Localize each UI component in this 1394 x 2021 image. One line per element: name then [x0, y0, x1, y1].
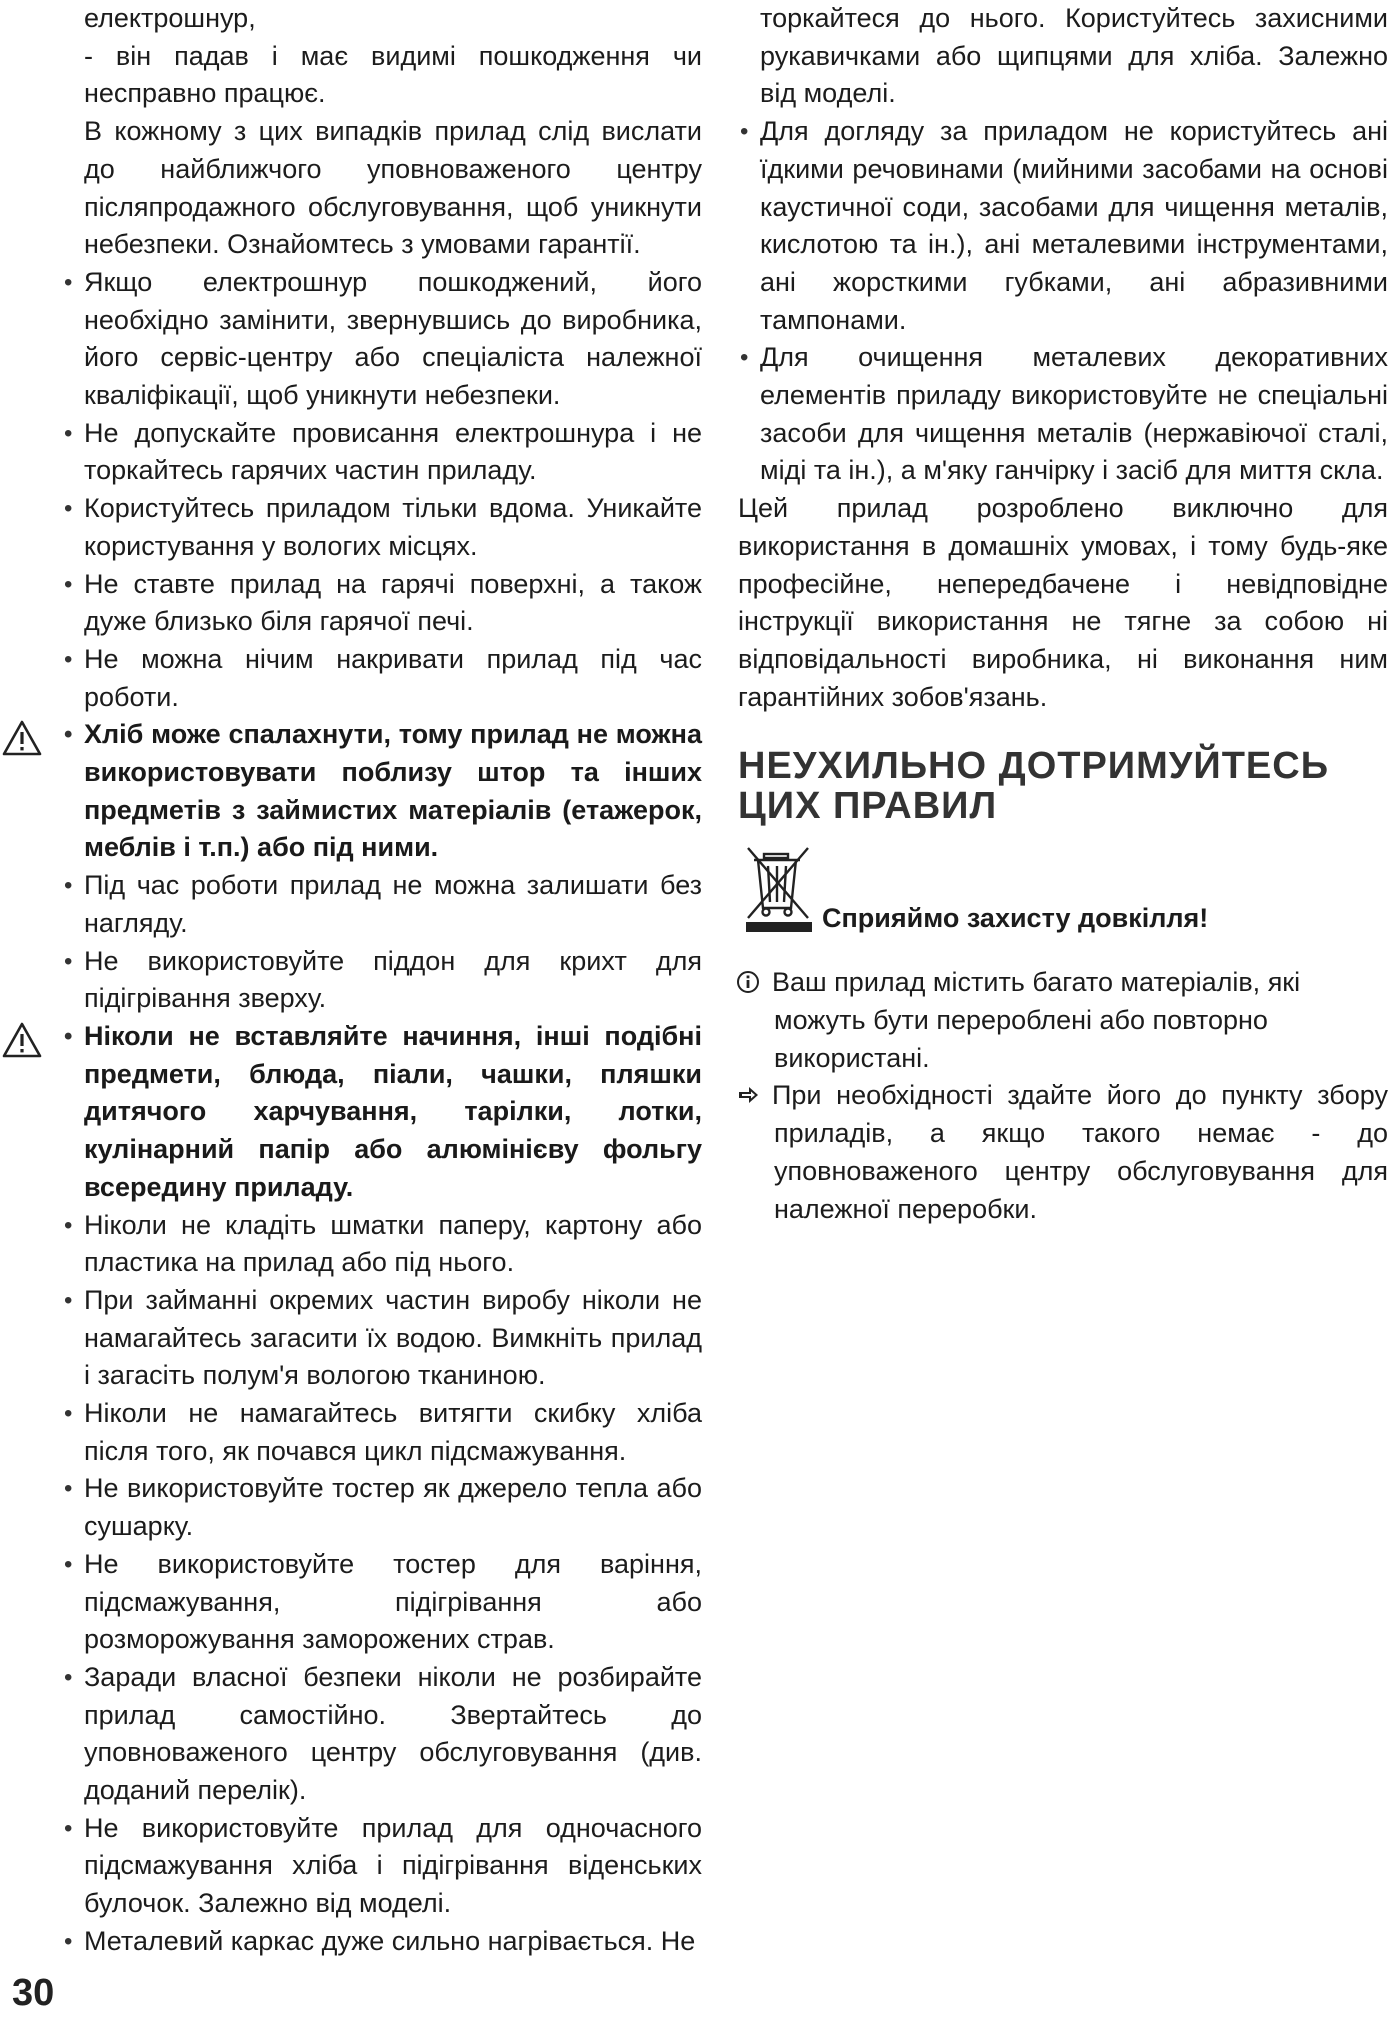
section-heading: НЕУХИЛЬНО ДОТРИМУЙТЕСЬ ЦИХ ПРАВИЛ	[738, 745, 1330, 828]
left-column	[62, 0, 702, 1961]
arrow-right-icon	[736, 1083, 760, 1107]
list-item: • Ніколи не кладіть шматки паперу, картону або пластика на прилад або під нього.	[62, 1207, 702, 1282]
arrow-text: При необхідності здайте його до пункту збору приладів, а якщо такого немає - до уповноваженого центру обслуговування для належної переробки.	[772, 1080, 1388, 1224]
paragraph: електрошнур,	[84, 3, 256, 33]
list-item: • Не використовуйте прилад для одночасного підсмажування хліба і підігрівання віденських булочок. Залежно від моделі.	[62, 1810, 702, 1923]
crossed-bin-icon	[744, 844, 814, 934]
list-item: • Ніколи не намагайтесь витягти скибку хліба після того, як почався цикл підсмажування.	[62, 1395, 702, 1470]
list-item: • Не можна нічим накривати прилад під час роботи.	[62, 641, 702, 716]
list-item: • Не використовуйте піддон для крихт для підігрівання зверху.	[62, 943, 702, 1018]
environment-block	[738, 840, 1388, 950]
warning-list-item	[62, 1018, 702, 1207]
warning-list-item	[62, 716, 702, 867]
page-number: 30	[12, 1972, 55, 2014]
list-item: • Якщо електрошнур пошкоджений, його необхідно замінити, звернувшись до виробника, його сервіс-центру або спеціаліста належної кваліфікації, щоб уникнути небезпеки.	[62, 264, 702, 415]
list-item: • Не використовуйте тостер як джерело тепла або сушарку.	[62, 1470, 702, 1545]
list-item: • Заради власної безпеки ніколи не розбирайте прилад самостійно. Звертайтесь до уповноваженого центру обслуговування (див. доданий перелік).	[62, 1659, 702, 1810]
warning-text: Хліб може спалахнути, тому прилад не можна використовувати поблизу штор та інших предметів з займистих матеріалів (етажерок, меблів і т.п.) або під ними.	[84, 719, 702, 863]
environment-title: Сприяймо захисту довкілля!	[822, 903, 1209, 934]
list-item: • Не ставте прилад на гарячі поверхні, а також дуже близько біля гарячої печі.	[62, 566, 702, 641]
list-item: • При займанні окремих частин виробу ніколи не намагайтесь загасити їх водою. Вимкніть прилад і загасіть полум'я вологою тканиною.	[62, 1282, 702, 1395]
paragraph: В кожному з цих випадків прилад слід вислати до найближчого уповноваженого центру післяпродажного обслуговування, щоб уникнути небезпеки. Ознайомтесь з умовами гарантії.	[84, 116, 702, 260]
arrow-paragraph	[738, 1077, 1388, 1228]
list-item: • Для догляду за приладом не користуйтесь ані їдкими речовинами (мийними засобами на основі каустичної соди, засобами для чищення металів, кислотою та ін.), ані металевими інструментами, ані жорсткими губками, ані абразивними тампонами.	[738, 113, 1388, 339]
info-paragraph	[738, 964, 1388, 1077]
right-column	[738, 0, 1388, 1228]
paragraph: - він падав і має видимі пошкодження чи несправно працює.	[84, 40, 702, 109]
warning-triangle-icon	[2, 720, 42, 756]
paragraph: Цей прилад розроблено виключно для використання в домашніх умовах, і тому будь-яке професійне, непередбачене і невідповідне інструкції використання не тягне за собою ні відповідальності виробника, ні виконання ним гарантійних зобов'язань.	[738, 493, 1388, 712]
list-item: • Користуйтесь приладом тільки вдома. Уникайте користування у вологих місцях.	[62, 490, 702, 565]
list-item: • Не використовуйте тостер для варіння, підсмажування, підігрівання або розморожування заморожених страв.	[62, 1546, 702, 1659]
warning-triangle-icon	[2, 1022, 42, 1058]
warning-text: Ніколи не вставляйте начиння, інші подібні предмети, блюда, піали, чашки, пляшки дитячого харчування, тарілки, лотки, кулінарний папір або алюмінієву фольгу всередину приладу.	[84, 1020, 702, 1202]
list-item: • Для очищення металевих декоративних елементів приладу використовуйте не спеціальні засоби для чищення металів (нержавіючої сталі, міді та ін.), а м'яку ганчірку і засіб для миття скла.	[738, 339, 1388, 490]
list-item: • Не допускайте провисання електрошнура і не торкайтесь гарячих частин приладу.	[62, 415, 702, 490]
list-item: • Металевий каркас дуже сильно нагрівається. Не	[62, 1923, 702, 1961]
list-item: • Під час роботи прилад не можна залишати без нагляду.	[62, 867, 702, 942]
info-text: Ваш прилад містить багато матеріалів, які можуть бути перероблені або повторно використані.	[772, 967, 1301, 1073]
paragraph: торкайтеся до нього. Користуйтесь захисними рукавичками або щипцями для хліба. Залежно від моделі.	[760, 3, 1388, 109]
info-icon	[736, 970, 760, 994]
